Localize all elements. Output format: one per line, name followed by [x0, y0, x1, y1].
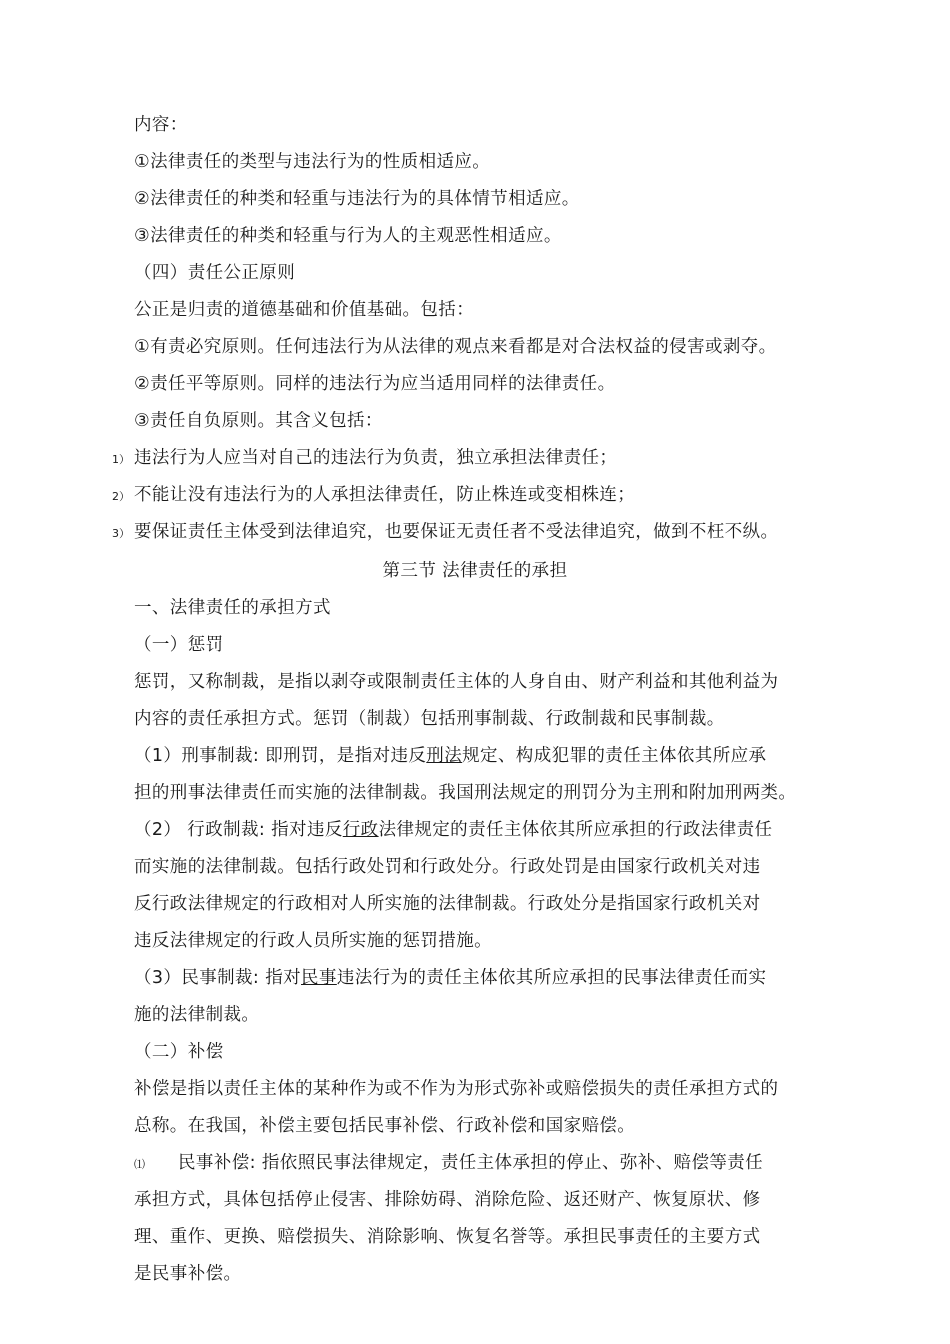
text-line: 是民事补偿。 [134, 1264, 242, 1284]
text-line [134, 743, 766, 769]
text-line [134, 1150, 763, 1178]
list-item: 要保证责任主体受到法律追究，也要保证无责任者不受法律追究，做到不枉不纵。 [134, 522, 779, 542]
section-heading: （四）责任公正原则 [134, 263, 296, 283]
text-line [134, 965, 766, 991]
text-line: 内容： [134, 115, 188, 135]
list-item: 不能让没有违法行为的人承担法律责任，防止株连或变相株连； [134, 485, 636, 505]
text-span: （2） 行政制裁: 指对违反 [134, 820, 343, 840]
text-line: 而实施的法律制裁。包括行政处罚和行政处分。行政处罚是由国家行政机关对违 [134, 857, 761, 877]
underlined-term: 行政 [342, 820, 379, 840]
underlined-term: 刑法 [426, 746, 463, 766]
list-number: 3） [112, 527, 130, 540]
list-number: ⑴ [134, 1158, 146, 1171]
list-number: 2） [112, 490, 130, 503]
text-line: 公正是归责的道德基础和价值基础。包括： [134, 300, 475, 320]
text-line: 内容的责任承担方式。惩罚（制裁）包括刑事制裁、行政制裁和民事制裁。 [134, 709, 725, 729]
text-line: ②法律责任的种类和轻重与违法行为的具体情节相适应。 [134, 189, 580, 209]
text-span: （3）民事制裁: 指对 [134, 968, 301, 988]
text-span: 规定、构成犯罪的责任主体依其所应承 [462, 746, 767, 766]
text-line: 反行政法律规定的行政相对人所实施的法律制裁。行政处分是指国家行政机关对 [134, 894, 761, 914]
text-line: ①法律责任的类型与违法行为的性质相适应。 [134, 152, 491, 172]
text-line: 惩罚，又称制裁，是指以剥夺或限制责任主体的人身自由、财产利益和其他利益为 [134, 672, 779, 692]
text-line: ①有责必究原则。任何违法行为从法律的观点来看都是对合法权益的侵害或剥夺。 [134, 337, 777, 357]
text-line: 总称。在我国，补偿主要包括民事补偿、行政补偿和国家赔偿。 [134, 1116, 636, 1136]
text-line: ②责任平等原则。同样的违法行为应当适用同样的法律责任。 [134, 374, 616, 394]
section-heading: （二）补偿 [134, 1042, 224, 1062]
text-line: 违反法律规定的行政人员所实施的惩罚措施。 [134, 931, 492, 951]
section-title: 第三节 法律责任的承担 [382, 561, 568, 581]
text-line: 施的法律制裁。 [134, 1005, 260, 1025]
text-span: 法律规定的责任主体依其所应承担的行政法律责任 [378, 820, 773, 840]
section-heading: 一、法律责任的承担方式 [134, 598, 331, 618]
text-line: 补偿是指以责任主体的某种作为或不作为为形式弥补或赔偿损失的责任承担方式的 [134, 1079, 779, 1099]
text-span: 民事补偿: 指依照民事法律规定，责任主体承担的停止、弥补、赔偿等责任 [178, 1153, 764, 1173]
text-line: 承担方式，具体包括停止侵害、排除妨碍、消除危险、返还财产、恢复原状、修 [134, 1190, 761, 1210]
text-line: ③责任自负原则。其含义包括： [134, 411, 383, 431]
text-line: 理、重作、更换、赔偿损失、消除影响、恢复名誉等。承担民事责任的主要方式 [134, 1227, 761, 1247]
text-span: 违法行为的责任主体依其所应承担的民事法律责任而实 [336, 968, 767, 988]
underlined-term: 民事 [301, 968, 337, 988]
list-number: 1） [112, 453, 130, 466]
text-line: 担的刑事法律责任而实施的法律制裁。我国刑法规定的刑罚分为主刑和附加刑两类。 [134, 783, 797, 803]
text-span: （1）刑事制裁: 即刑罚，是指对违反 [134, 746, 427, 766]
section-heading: （一）惩罚 [134, 635, 224, 655]
text-line [134, 817, 772, 843]
text-line: ③法律责任的种类和轻重与行为人的主观恶性相适应。 [134, 226, 562, 246]
list-item: 违法行为人应当对自己的违法行为负责，独立承担法律责任； [134, 448, 618, 468]
